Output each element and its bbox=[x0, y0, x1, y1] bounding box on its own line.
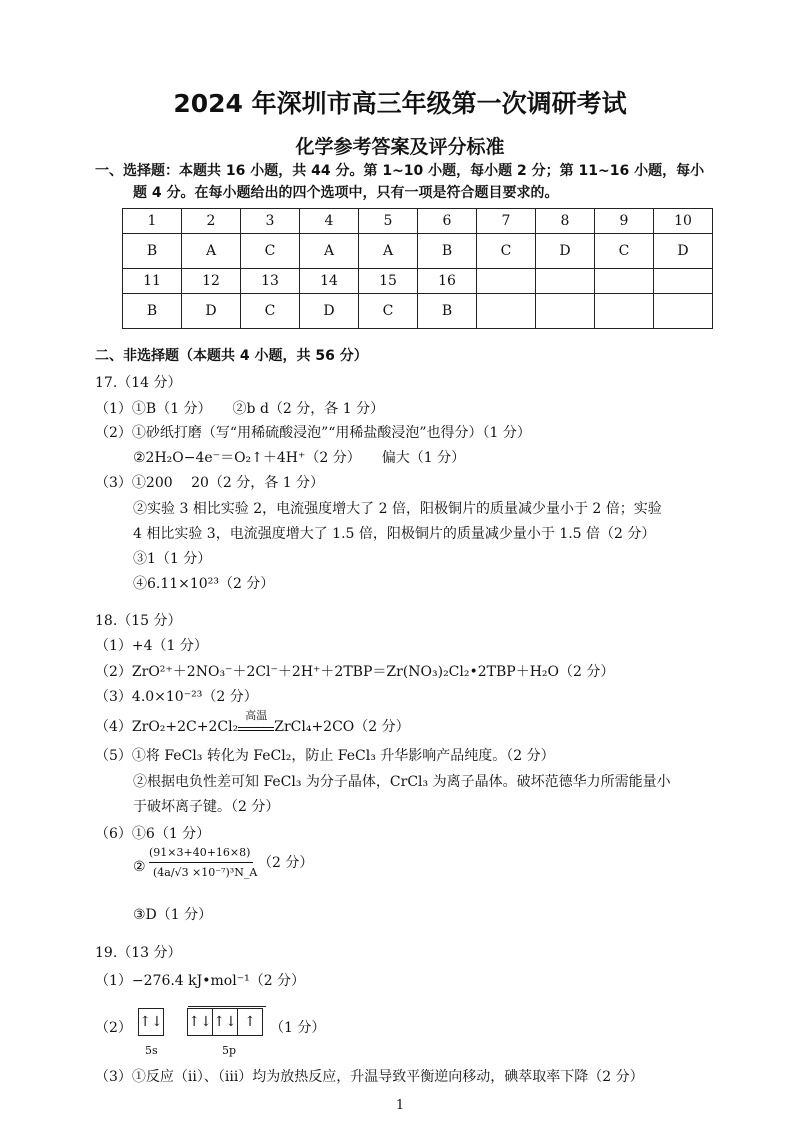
section1-instructions-line1: 一、选择题：本题共 16 小题，共 44 分。第 1~10 小题，每小题 2 分；第 11~16 小题，每小 bbox=[95, 163, 705, 179]
table-cell: C bbox=[595, 234, 654, 269]
q18-heading: 18.（15 分） bbox=[95, 613, 182, 629]
q19-heading: 19.（13 分） bbox=[95, 945, 182, 961]
table-cell bbox=[477, 294, 536, 329]
q17-line: ④6.11×10²³（2 分） bbox=[133, 576, 275, 592]
table-cell: C bbox=[477, 234, 536, 269]
table-cell bbox=[536, 269, 595, 294]
table-cell: 7 bbox=[477, 209, 536, 234]
choice-answer-table bbox=[122, 208, 713, 329]
table-cell: 10 bbox=[654, 209, 713, 234]
table-cell bbox=[595, 294, 654, 329]
table-cell: B bbox=[418, 234, 477, 269]
table-cell: 8 bbox=[536, 209, 595, 234]
table-cell: B bbox=[123, 234, 182, 269]
q18-line: ③D（1 分） bbox=[133, 907, 213, 923]
orbital-cell: ↑↓ bbox=[213, 1009, 238, 1035]
table-cell: 4 bbox=[300, 209, 359, 234]
table-cell: B bbox=[123, 294, 182, 329]
q17-line: 4 相比实验 3，电流强度增大了 1.5 倍，阳极铜片的质量减少量小于 1.5 倍（2 分） bbox=[133, 526, 656, 542]
q18-l4-reactants: （4）ZrO₂+2C+2Cl₂ bbox=[95, 719, 239, 735]
table-cell: 1 bbox=[123, 209, 182, 234]
table-row bbox=[123, 294, 713, 329]
q19-line: （3）①反应（ii）、（iii）均为放热反应，升温导致平衡逆向移动，碘萃取率下降（2 分） bbox=[95, 1069, 644, 1085]
q19-l2-score: （1 分） bbox=[270, 1020, 326, 1036]
table-cell: 15 bbox=[359, 269, 418, 294]
q18-line: （5）①将 FeCl₃ 转化为 FeCl₂，防止 FeCl₃ 升华影响产品纯度。（2 分） bbox=[95, 748, 555, 764]
orbital-5s-label: 5s bbox=[145, 1044, 158, 1057]
q18-l4-products: ZrCl₄+2CO（2 分） bbox=[274, 719, 410, 735]
fraction-bar bbox=[149, 862, 253, 863]
orbital-cell: ↑↓ bbox=[188, 1009, 213, 1035]
q18-fraction-prefix: ② bbox=[133, 859, 146, 875]
table-cell: 5 bbox=[359, 209, 418, 234]
equals-bar bbox=[238, 727, 274, 731]
page-title: 2024 年深圳市高三年级第一次调研考试 bbox=[173, 89, 627, 118]
table-row bbox=[123, 209, 713, 234]
q18-line: （6）①6（1 分） bbox=[95, 826, 211, 842]
q17-line: ②2H₂O−4e⁻＝O₂↑＋4H⁺（2 分） 偏大（1 分） bbox=[133, 450, 466, 466]
table-cell: A bbox=[300, 234, 359, 269]
table-cell: 9 bbox=[595, 209, 654, 234]
table-cell: 6 bbox=[418, 209, 477, 234]
q18-line bbox=[95, 709, 410, 738]
section1-instructions-line2: 题 4 分。在每小题给出的四个选项中，只有一项是符合题目要求的。 bbox=[133, 185, 559, 201]
q18-line: （3）4.0×10⁻²³（2 分） bbox=[95, 689, 258, 705]
condition-label: 高温 bbox=[245, 709, 268, 722]
table-cell: 11 bbox=[123, 269, 182, 294]
page-number: 1 bbox=[395, 1098, 405, 1113]
q17-line: （3）①200 20（2 分，各 1 分） bbox=[95, 475, 325, 491]
fraction-numerator: (91×3+40+16×8) bbox=[149, 846, 251, 859]
table-cell: C bbox=[241, 234, 300, 269]
q18-fraction-score: （2 分） bbox=[258, 855, 314, 871]
page-subtitle: 化学参考答案及评分标准 bbox=[295, 136, 505, 158]
table-cell: D bbox=[536, 234, 595, 269]
orbital-5p-box bbox=[187, 1008, 263, 1036]
orbital-cell: ↑ bbox=[244, 1014, 256, 1030]
table-cell: A bbox=[359, 234, 418, 269]
q17-line: （2）①砂纸打磨（写“用稀硫酸浸泡”“用稀盐酸浸泡”也得分）（1 分） bbox=[95, 425, 531, 441]
orbital-5s-box bbox=[138, 1008, 164, 1036]
table-cell: 13 bbox=[241, 269, 300, 294]
table-cell: D bbox=[182, 294, 241, 329]
q18-line: （1）+4（1 分） bbox=[95, 638, 208, 654]
table-cell bbox=[654, 269, 713, 294]
section2-heading: 二、非选择题（本题共 4 小题，共 56 分） bbox=[95, 348, 368, 364]
table-cell: 14 bbox=[300, 269, 359, 294]
q17-heading: 17.（14 分） bbox=[95, 375, 182, 391]
table-cell bbox=[536, 294, 595, 329]
q18-line: （2）ZrO²⁺＋2NO₃⁻＋2Cl⁻＋2H⁺＋2TBP＝Zr(NO₃)₂Cl₂•2TBP＋H₂O（2 分） bbox=[95, 664, 615, 680]
q17-line: （1）①B（1 分） ②b d（2 分，各 1 分） bbox=[95, 401, 385, 417]
table-cell: C bbox=[241, 294, 300, 329]
q17-line: ③1（1 分） bbox=[133, 551, 212, 567]
table-cell: 16 bbox=[418, 269, 477, 294]
q18-line: ②根据电负性差可知 FeCl₃ 为分子晶体，CrCl₃ 为离子晶体。破坏范德华力所需能量小 bbox=[133, 774, 671, 790]
table-cell bbox=[595, 269, 654, 294]
orbital-5p-top-rule bbox=[188, 1006, 266, 1007]
table-row bbox=[123, 269, 713, 294]
q19-l2-prefix: （2） bbox=[95, 1020, 132, 1036]
table-cell: D bbox=[300, 294, 359, 329]
q17-line: ②实验 3 相比实验 2，电流强度增大了 2 倍，阳极铜片的质量减少量小于 2 倍；实验 bbox=[133, 501, 662, 517]
table-cell: 2 bbox=[182, 209, 241, 234]
orbital-5p-label: 5p bbox=[222, 1044, 237, 1057]
table-cell: 3 bbox=[241, 209, 300, 234]
table-row bbox=[123, 234, 713, 269]
table-cell: 12 bbox=[182, 269, 241, 294]
q18-line: 于破坏离子键。（2 分） bbox=[133, 799, 280, 815]
q19-line: （1）−276.4 kJ•mol⁻¹（2 分） bbox=[95, 973, 306, 989]
table-cell bbox=[654, 294, 713, 329]
orbital-cell: ↑↓ bbox=[139, 1014, 163, 1030]
fraction-denominator: (4a/√3 ×10⁻⁷)³N_A bbox=[153, 866, 258, 879]
table-cell: A bbox=[182, 234, 241, 269]
table-cell bbox=[477, 269, 536, 294]
table-cell: D bbox=[654, 234, 713, 269]
table-cell: B bbox=[418, 294, 477, 329]
reaction-condition bbox=[238, 709, 274, 731]
table-cell: C bbox=[359, 294, 418, 329]
